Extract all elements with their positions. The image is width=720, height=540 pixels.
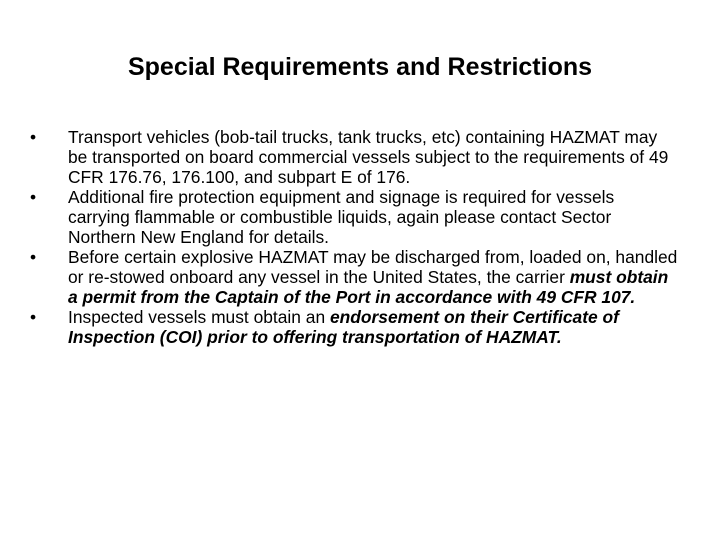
bullet-glyph: • (30, 187, 37, 207)
bullet-list (30, 127, 680, 347)
bullet-emphasis-text: endorsement on their Certificate of Inspection (COI) prior to offering transportation of HAZMAT. (68, 307, 619, 347)
bullet-item (30, 247, 680, 307)
bullet-glyph: • (30, 307, 37, 327)
bullet-glyph: • (30, 247, 37, 267)
bullet-text: Transport vehicles (bob-tail trucks, tank trucks, etc) containing HAZMAT may be transported on board commercial vessels subject to the requirements of 49 CFR 176.76, 176.100, and subpart E of 176. (68, 127, 669, 187)
bullet-emphasis-text: must obtain a permit from the Captain of the Port in accordance with 49 CFR 107. (68, 267, 669, 307)
bullet-text: Additional fire protection equipment and signage is required for vessels carrying flammable or combustible liquids, again please contact Sector Northern New England for details. (68, 187, 615, 247)
slide-title: Special Requirements and Restrictions (127, 53, 593, 81)
bullet-text: Before certain explosive HAZMAT may be discharged from, loaded on, handled or re-stowed onboard any vessel in the United States, the carrier (68, 247, 678, 287)
bullet-item (30, 127, 680, 187)
bullet-item (30, 187, 680, 247)
bullet-item (30, 307, 680, 347)
bullet-text: Inspected vessels must obtain an (68, 307, 330, 327)
bullet-glyph: • (30, 127, 37, 147)
